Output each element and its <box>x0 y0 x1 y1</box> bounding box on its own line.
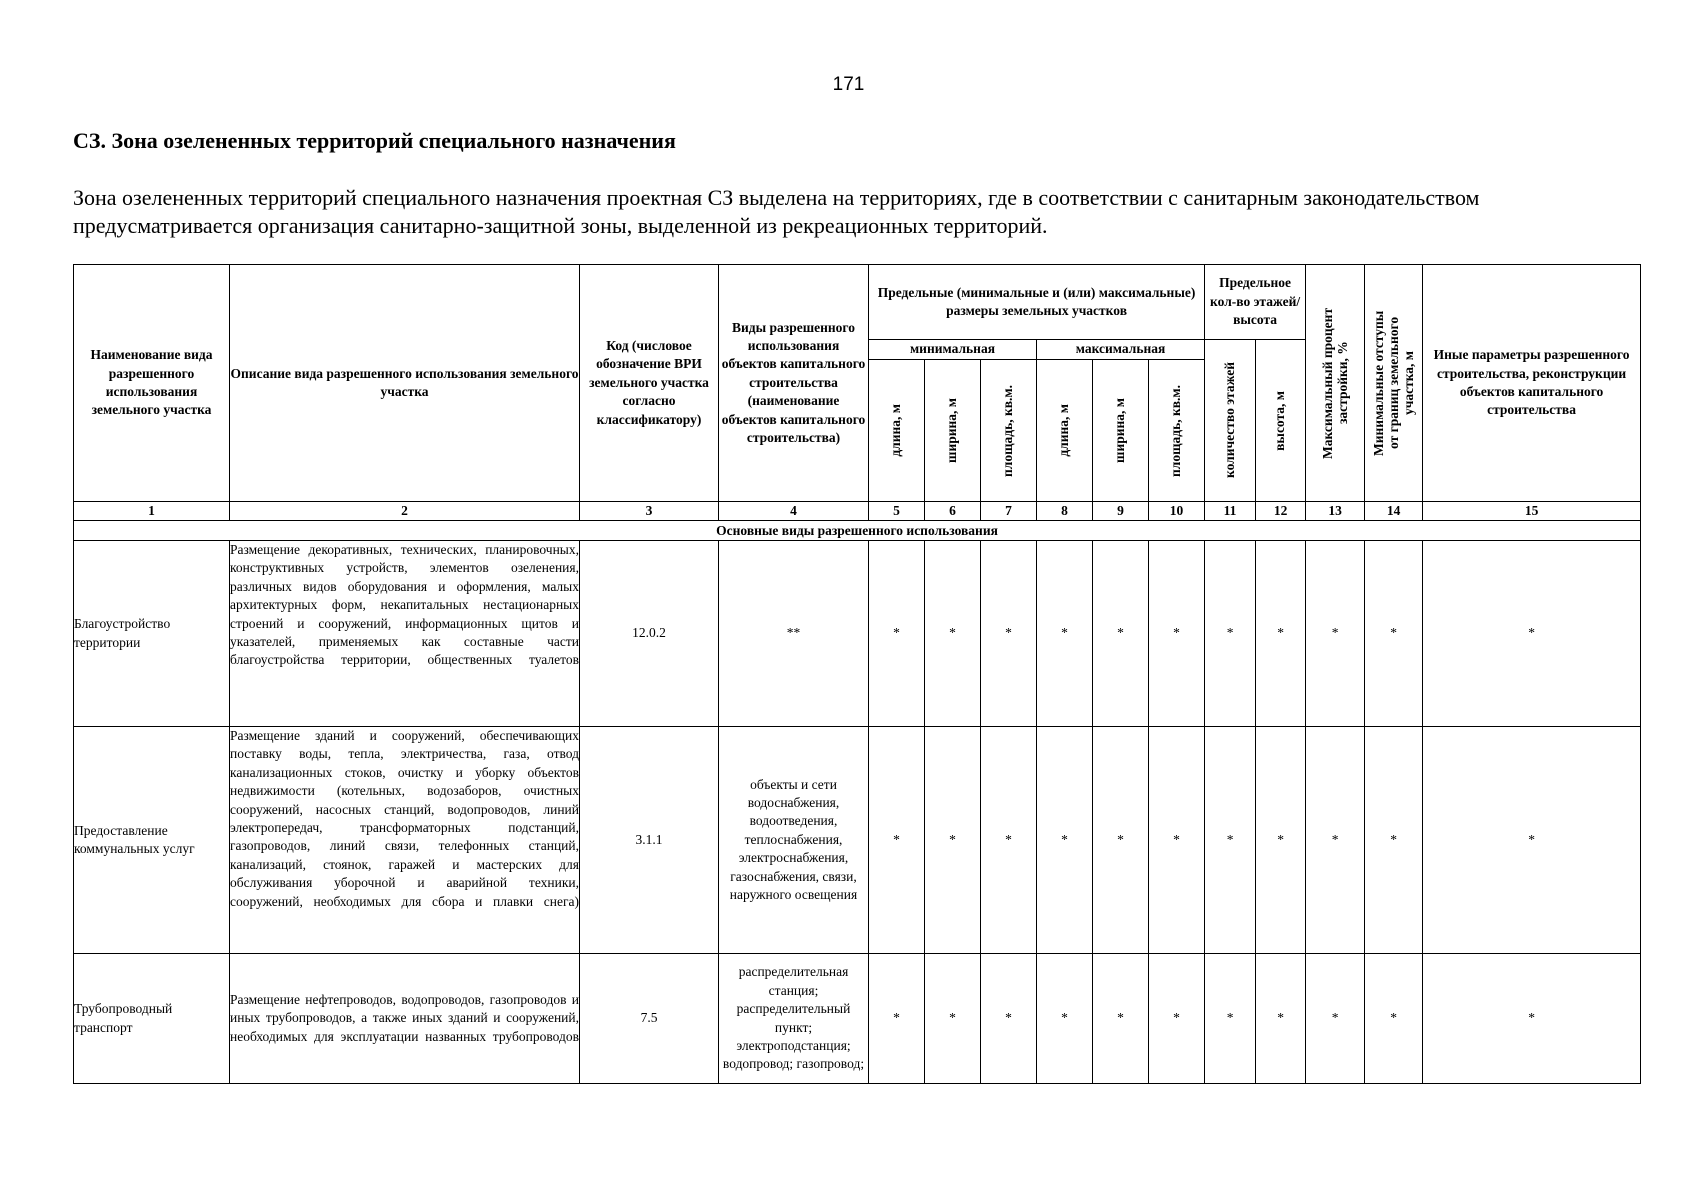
column-number: 14 <box>1365 502 1423 521</box>
header-floors-height: Предельное кол-во этажей/ высота <box>1205 265 1306 340</box>
zone-title: СЗ. Зона озелененных территорий специального назначения <box>73 128 676 153</box>
column-number: 6 <box>925 502 981 521</box>
zone-description: Зона озелененных территорий специального назначения проектная СЗ выделена на территориях, где в соответствии с санитарным законодательством предусматривается организация санитарно-защитной зоны, выделенной из рекреационных территорий. <box>73 185 1480 238</box>
row-param: * <box>1365 954 1423 1084</box>
column-number: 12 <box>1256 502 1306 521</box>
row-param: * <box>1205 954 1256 1084</box>
row-param: * <box>869 727 925 954</box>
column-number-row <box>74 502 1641 521</box>
row-param: * <box>981 727 1037 954</box>
row-param: * <box>925 541 981 727</box>
column-number: 13 <box>1306 502 1365 521</box>
header-floors <box>1205 340 1256 502</box>
header-min-length <box>869 360 925 502</box>
row-name: Трубопроводный транспорт <box>74 954 230 1084</box>
header-floors-text: количество этажей <box>1221 362 1237 479</box>
header-plot-sizes: Предельные (минимальные и (или) максимальные) размеры земельных участков <box>869 265 1205 340</box>
row-param: * <box>1423 727 1641 954</box>
page-number: 171 <box>832 74 865 95</box>
header-min-width <box>925 360 981 502</box>
row-param: * <box>1256 541 1306 727</box>
header-name: Наименование вида разрешенного использования земельного участка <box>74 265 230 502</box>
header-min-area-text: площадь, кв.м. <box>1000 384 1016 477</box>
row-param: * <box>869 954 925 1084</box>
column-number: 3 <box>580 502 719 521</box>
row-param: * <box>1149 541 1205 727</box>
regulations-table <box>73 264 1641 1084</box>
header-max: максимальная <box>1037 340 1205 360</box>
row-description: Размещение зданий и сооружений, обеспечивающих поставку воды, тепла, электричества, газа, отвод канализационных стоков, очистку и уборку объектов недвижимости (котельных, водозаборов, очистных сооружений, насосных станций, водопроводов, линий электропередач, трансформаторных подстанций, газопроводов, линий связи, телефонных станций, канализаций, стоянок, гаражей и мастерских для обслуживания уборочной и аварийной техники, сооружений, необходимых для сбора и плавки снега) <box>230 727 580 954</box>
row-code: 12.0.2 <box>580 541 719 727</box>
header-max-length <box>1037 360 1093 502</box>
header-objects: Виды разрешенного использования объектов капитального строительства (наименование объектов капитального строительства) <box>719 265 869 502</box>
row-param: * <box>1093 954 1149 1084</box>
header-min-area <box>981 360 1037 502</box>
header-max-length-text: длина, м <box>1056 404 1072 457</box>
row-param: * <box>1423 541 1641 727</box>
row-objects: ** <box>719 541 869 727</box>
column-number: 5 <box>869 502 925 521</box>
row-param: * <box>1306 954 1365 1084</box>
row-name: Благоустройство территории <box>74 541 230 727</box>
row-param: * <box>1205 727 1256 954</box>
header-min-width-text: ширина, м <box>944 398 960 463</box>
column-number: 4 <box>719 502 869 521</box>
row-param: * <box>1423 954 1641 1084</box>
row-description: Размещение нефтепроводов, водопроводов, газопроводов и иных трубопроводов, а также иных зданий и сооружений, необходимых для эксплуатации названных трубопроводов <box>230 954 580 1084</box>
row-param: * <box>925 954 981 1084</box>
row-param: * <box>981 541 1037 727</box>
row-param: * <box>1365 727 1423 954</box>
row-code: 3.1.1 <box>580 727 719 954</box>
header-min-setback <box>1365 265 1423 502</box>
row-description: Размещение декоративных, технических, планировочных, конструктивных устройств, элементов озеленения, различных видов оборудования и оформления, малых архитектурных форм, некапитальных нестационарных строений и сооружений, информационных щитов и указателей, применяемых как составные части благоустройства территории, общественных туалетов <box>230 541 580 727</box>
column-number: 15 <box>1423 502 1641 521</box>
row-param: * <box>981 954 1037 1084</box>
header-min: минимальная <box>869 340 1037 360</box>
header-height <box>1256 340 1306 502</box>
row-param: * <box>1149 727 1205 954</box>
table-row <box>74 727 1641 954</box>
header-max-percent <box>1306 265 1365 502</box>
row-param: * <box>1149 954 1205 1084</box>
header-min-setback-text: Минимальные отступы от границ земельного участка, м <box>1371 310 1417 456</box>
header-description: Описание вида разрешенного использования земельного участка <box>230 265 580 502</box>
row-param: * <box>1037 541 1093 727</box>
column-number: 1 <box>74 502 230 521</box>
table-row <box>74 541 1641 727</box>
section-title: Основные виды разрешенного использования <box>74 521 1641 541</box>
header-max-width-text: ширина, м <box>1112 398 1128 463</box>
row-objects: распределительная станция; распределительный пункт; электроподстанция; водопровод; газопровод; <box>719 954 869 1084</box>
column-number: 8 <box>1037 502 1093 521</box>
row-param: * <box>1306 541 1365 727</box>
column-number: 10 <box>1149 502 1205 521</box>
column-number: 2 <box>230 502 580 521</box>
row-param: * <box>869 541 925 727</box>
row-param: * <box>1037 727 1093 954</box>
row-param: * <box>1256 727 1306 954</box>
row-param: * <box>1306 727 1365 954</box>
header-max-area-text: площадь, кв.м. <box>1168 384 1184 477</box>
row-param: * <box>1205 541 1256 727</box>
row-name: Предоставление коммунальных услуг <box>74 727 230 954</box>
row-param: * <box>1365 541 1423 727</box>
table-row <box>74 954 1641 1084</box>
header-min-length-text: длина, м <box>888 404 904 457</box>
row-param: * <box>1093 541 1149 727</box>
header-code: Код (числовое обозначение ВРИ земельного участка согласно классификатору) <box>580 265 719 502</box>
row-param: * <box>925 727 981 954</box>
column-number: 11 <box>1205 502 1256 521</box>
row-param: * <box>1256 954 1306 1084</box>
column-number: 7 <box>981 502 1037 521</box>
column-number: 9 <box>1093 502 1149 521</box>
header-height-text: высота, м <box>1272 390 1288 451</box>
row-code: 7.5 <box>580 954 719 1084</box>
header-other: Иные параметры разрешенного строительства, реконструкции объектов капитального строительства <box>1423 265 1641 502</box>
header-max-area <box>1149 360 1205 502</box>
header-max-percent-text: Максимальный процент застройки, % <box>1320 307 1351 459</box>
row-objects: объекты и сети водоснабжения, водоотведения, теплоснабжения, электроснабжения, газоснабжения, связи, наружного освещения <box>719 727 869 954</box>
header-max-width <box>1093 360 1149 502</box>
row-param: * <box>1093 727 1149 954</box>
row-param: * <box>1037 954 1093 1084</box>
